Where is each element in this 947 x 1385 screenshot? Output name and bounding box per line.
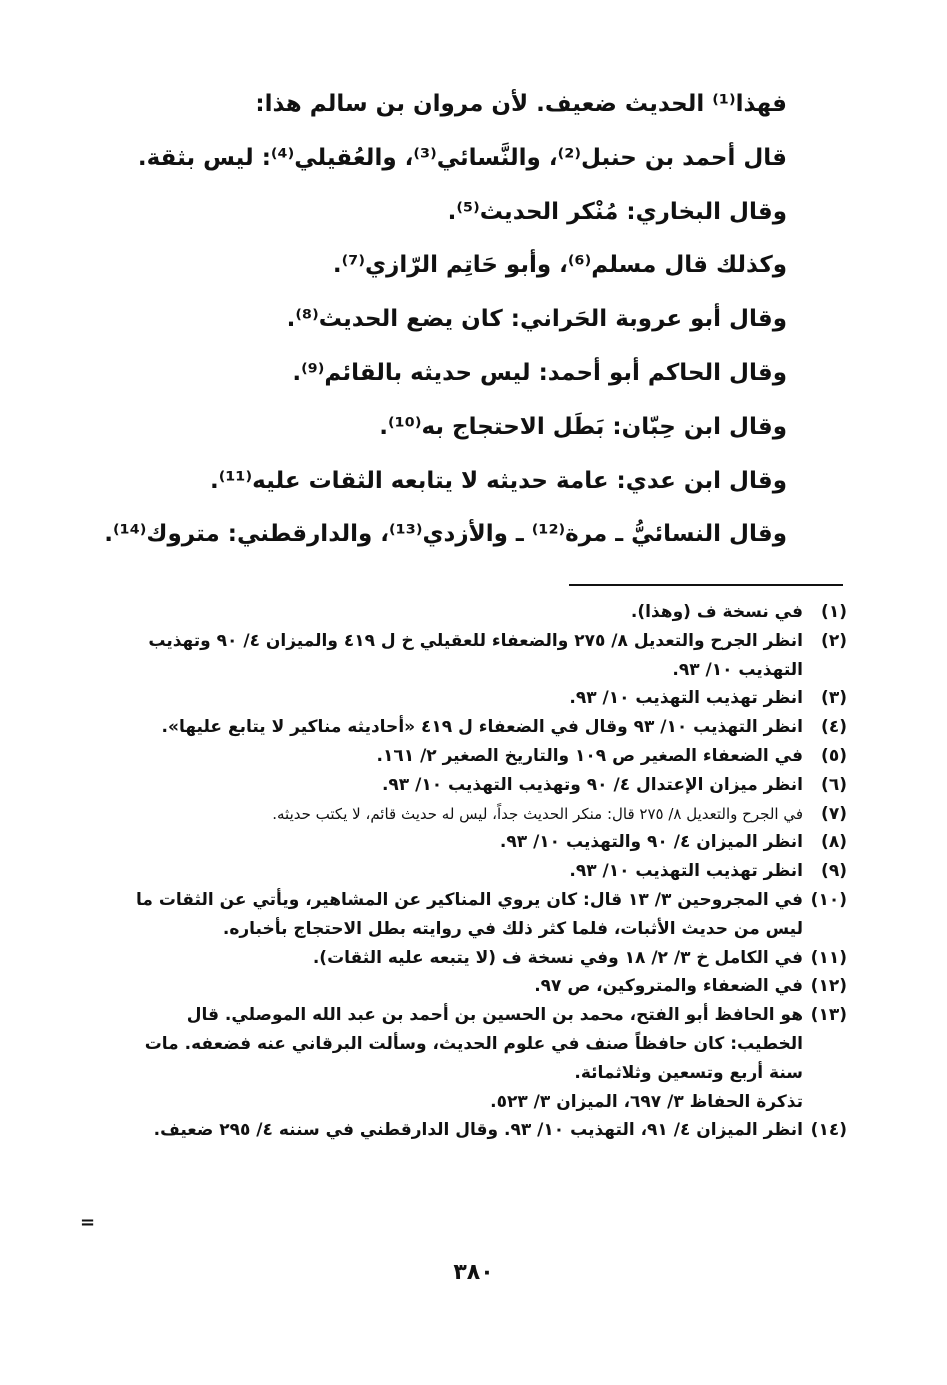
footnote-text <box>87 627 803 685</box>
main-text-line: قال أحمد بن حنبل⁽²⁾، والنَّسائي⁽³⁾، والعُقيلي⁽⁴⁾: ليس بثقة. <box>137 144 787 171</box>
footnote-text <box>87 598 803 627</box>
footnote-number: (١١) <box>810 947 847 968</box>
footnote <box>87 1116 847 1145</box>
main-text-line: وقال النسائيُّ ـ مرة⁽¹²⁾ ـ والأزدي⁽¹³⁾، والدارقطني: متروك⁽¹⁴⁾. <box>104 521 787 548</box>
footnote-text <box>87 742 803 771</box>
footnote-line: انظر تهذيب التهذيب ١٠/ ٩٣. <box>569 861 803 882</box>
footnote-text <box>87 944 803 973</box>
footnote-text <box>87 857 803 886</box>
footnote <box>87 972 847 1001</box>
footnote-divider <box>569 584 843 586</box>
footnote-line: في نسخة ف (وهذا). <box>630 602 803 622</box>
main-text-line: وقال ابن حِبّان: بَطَل الاحتجاج به⁽¹⁰⁾. <box>379 413 787 440</box>
footnote-line: في الضعفاء والمتروكين، ص ٩٧. <box>534 976 803 997</box>
footnote <box>87 627 847 685</box>
main-text-line: وقال ابن عدي: عامة حديثه لا يتابعه الثقات عليه⁽¹¹⁾. <box>209 467 787 494</box>
footnote-line: انظر الميزان ٤/ ٩٠ والتهذيب ١٠/ ٩٣. <box>499 832 803 853</box>
footnote-number: (١٣) <box>810 1005 847 1026</box>
footnote <box>87 1001 847 1116</box>
footnote-line: انظر تهذيب التهذيب ١٠/ ٩٣. <box>569 688 803 709</box>
footnote-number: (٣) <box>821 688 847 709</box>
footnote-number: (٥) <box>821 745 847 766</box>
footnote-line: في الضعفاء الصغير ص ١٠٩ والتاريخ الصغير ٢/ ١٦١. <box>376 745 803 766</box>
main-text-line: وكذلك قال مسلم⁽⁶⁾، وأبو حَاتِم الرّازي⁽⁷⁾. <box>332 252 787 279</box>
footnote <box>87 598 847 627</box>
footnotes-block <box>87 598 847 1145</box>
footnote-line: انظر الجرح والتعديل ٨/ ٢٧٥ والضعفاء للعقيلي خ ل ٤١٩ والميزان ٤/ ٩٠ وتهذيب <box>148 630 803 651</box>
footnote-text <box>87 771 803 800</box>
main-text-line: وقال الحاكم أبو أحمد: ليس حديثه بالقائم⁽⁹⁾. <box>292 359 787 386</box>
continuation-mark: = <box>80 1212 96 1233</box>
footnote-text <box>87 1116 803 1145</box>
footnote <box>87 886 847 944</box>
footnote-number: (١٤) <box>810 1120 847 1141</box>
footnote-line: هو الحافظ أبو الفتح، محمد بن الحسين بن أحمد بن عبد الله الموصلي. قال <box>186 1005 803 1026</box>
footnote-number: (٩) <box>821 861 847 882</box>
footnote-text <box>87 886 803 944</box>
footnote-text <box>87 972 803 1001</box>
footnote-line: سنة أربع وتسعين وثلاثمائة. <box>574 1062 803 1083</box>
footnote <box>87 800 847 829</box>
footnote-number: (٨) <box>821 832 847 853</box>
page-number: ٣٨٠ <box>453 1260 494 1285</box>
footnote <box>87 742 847 771</box>
footnote <box>87 771 847 800</box>
footnote-line: انظر التهذيب ١٠/ ٩٣ وقال في الضعفاء ل ٤١٩ «أحاديثه مناكير لا يتابع عليها». <box>161 717 803 738</box>
footnote-line: انظر الميزان ٤/ ٩١، التهذيب ١٠/ ٩٣. وقال الدارقطني في سننه ٤/ ٢٩٥ ضعيف. <box>153 1120 803 1141</box>
footnote-text <box>87 1001 803 1116</box>
main-text-line: وقال أبو عروبة الحَراني: كان يضع الحديث⁽⁸⁾. <box>286 306 787 333</box>
footnote-number: (٤) <box>821 717 847 738</box>
footnote-number: (٢) <box>821 630 847 651</box>
footnote-line: في المجروحين ٣/ ١٣ قال: كان يروي المناكير عن المشاهير، ويأتي عن الثقات ما <box>136 889 803 910</box>
footnote-line: في الكامل خ ٣/ ٢/ ١٨ وفي نسخة ف (لا يتبعه عليه الثقات). <box>312 947 803 968</box>
footnote <box>87 713 847 742</box>
footnote-line: تذكرة الحفاظ ٣/ ٦٩٧، الميزان ٣/ ٥٢٣. <box>490 1091 803 1112</box>
footnote <box>87 828 847 857</box>
footnote-line: ليس من حديث الأثبات، فلما كثر ذلك في روايته بطل الاحتجاج بأخباره. <box>222 918 803 939</box>
footnote <box>87 944 847 973</box>
footnote-text <box>87 800 803 829</box>
footnote <box>87 857 847 886</box>
footnote-number: (١٢) <box>810 976 847 997</box>
footnote-number: (١) <box>821 602 847 622</box>
footnote-text <box>87 684 803 713</box>
footnote-line: الخطيب: كان حافظاً صنف في علوم الحديث، وسألت البرقاني عنه فضعفه. مات <box>144 1033 803 1054</box>
footnote-line: في الجرح والتعديل ٨/ ٢٧٥ قال: منكر الحديث جداً، ليس له حديث قائم، لا يكتب حديثه. <box>272 804 803 823</box>
main-text-block <box>87 78 787 562</box>
main-text-line: وقال البخاري: مُنْكر الحديث⁽⁵⁾. <box>447 198 787 225</box>
footnote-number: (٧) <box>821 803 847 824</box>
footnote-number: (٦) <box>821 774 847 795</box>
footnote-line: التهذيب ١٠/ ٩٣. <box>672 659 803 680</box>
main-text-line: فهذا⁽¹⁾ الحديث ضعيف. لأن مروان بن سالم هذا: <box>255 91 787 117</box>
footnote <box>87 684 847 713</box>
footnote-number: (١٠) <box>810 889 847 910</box>
footnote-text <box>87 713 803 742</box>
footnote-text <box>87 828 803 857</box>
footnote-line: انظر ميزان الإعتدال ٤/ ٩٠ وتهذيب التهذيب ١٠/ ٩٣. <box>381 774 803 795</box>
